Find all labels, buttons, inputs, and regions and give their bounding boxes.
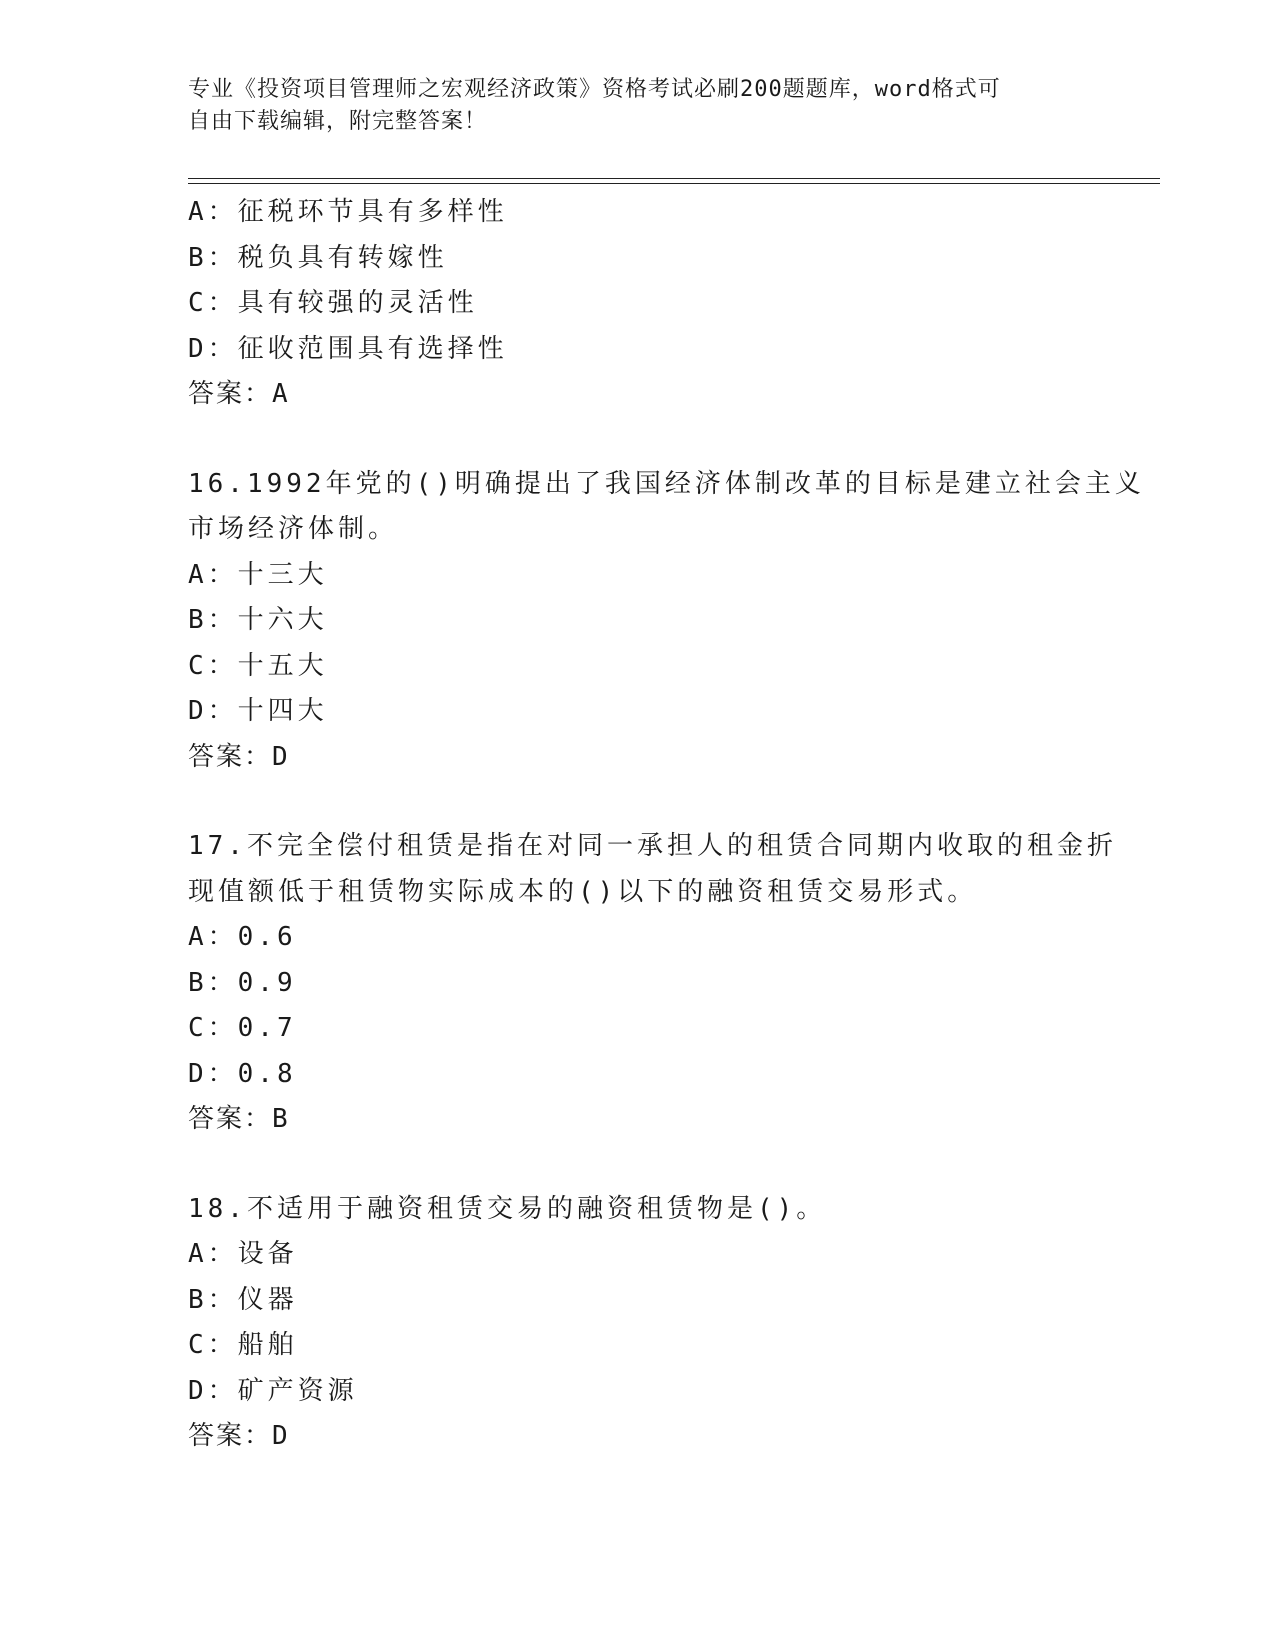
option-c: C：十五大	[188, 650, 328, 681]
option-b: B：仪器	[188, 1284, 298, 1315]
option-a: A：0.6	[188, 922, 297, 952]
page-header	[188, 74, 1088, 138]
option-b: B：十六大	[188, 605, 328, 635]
question-text-line-2: 现值额低于租赁物实际成本的()以下的融资租赁交易形式。	[188, 876, 978, 907]
question-text-line-1: 16.1992年党的()明确提出了我国经济体制改革的目标是建立社会主义	[188, 468, 1145, 499]
option-b: B：0.9	[188, 967, 297, 998]
question-block-15	[188, 190, 1128, 418]
option-d: D：征收范围具有选择性	[188, 333, 508, 364]
option-d: D：0.8	[188, 1058, 297, 1089]
header-divider-top	[188, 178, 1160, 179]
header-title-line-1: 专业《投资项目管理师之宏观经济政策》资格考试必刷200题题库，word格式可	[188, 77, 1001, 102]
answer: 答案：A	[188, 379, 290, 409]
option-c: C：0.7	[188, 1013, 297, 1043]
option-b: B：税负具有转嫁性	[188, 242, 448, 273]
option-c: C：船舶	[188, 1330, 298, 1360]
question-block-16	[188, 462, 1145, 781]
option-c: C：具有较强的灵活性	[188, 288, 478, 318]
question-text-line-1: 17.不完全偿付租赁是指在对同一承担人的租赁合同期内收取的租金折	[188, 831, 1117, 861]
spacer	[188, 418, 1128, 462]
spacer	[188, 780, 1128, 824]
answer: 答案：D	[188, 1421, 290, 1451]
question-block-17	[188, 824, 1128, 1143]
option-a: A：设备	[188, 1239, 298, 1269]
question-block-18	[188, 1187, 1128, 1460]
option-a: A：征税环节具有多样性	[188, 197, 508, 227]
spacer	[188, 1143, 1128, 1187]
question-text-line-2: 市场经济体制。	[188, 514, 399, 544]
option-d: D：矿产资源	[188, 1375, 358, 1406]
question-list	[188, 190, 1145, 1460]
answer: 答案：D	[188, 741, 290, 772]
header-title-line-2: 自由下载编辑，附完整答案！	[188, 109, 488, 134]
question-text-line-1: 18.不适用于融资租赁交易的融资租赁物是()。	[188, 1193, 827, 1224]
header-divider-bottom	[188, 183, 1160, 184]
option-a: A：十三大	[188, 559, 328, 590]
answer: 答案：B	[188, 1104, 290, 1134]
option-d: D：十四大	[188, 696, 328, 726]
